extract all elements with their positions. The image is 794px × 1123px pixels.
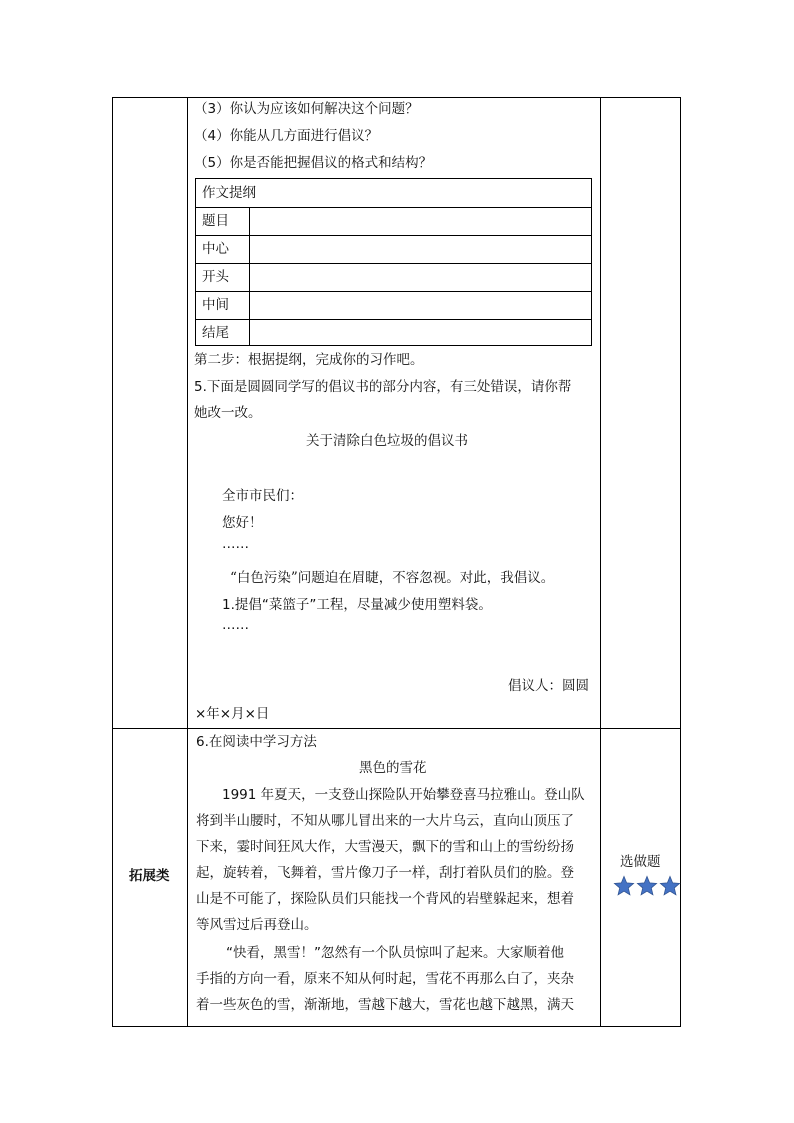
outline-row-middle: 中间 <box>202 297 229 313</box>
outline-table-title: 作文提纲 <box>202 185 256 201</box>
question-3: （3）你认为应该如何解决这个问题？ <box>194 101 419 117</box>
star-icon <box>636 875 658 897</box>
table-col1-divider <box>187 97 188 1027</box>
task5-line2: 她改一改。 <box>194 405 262 421</box>
difficulty-label: 选做题 <box>620 854 661 870</box>
outline-row-opening: 开头 <box>202 269 229 285</box>
step2-text: 第二步：根据提纲，完成你的习作吧。 <box>194 352 424 368</box>
story-line: 等风雪过后再登山。 <box>196 917 318 933</box>
table-bottom-border <box>112 1026 681 1027</box>
letter-title: 关于清除白色垃圾的倡议书 <box>306 433 468 449</box>
story-line: “快看，黑雪！”忽然有一个队员惊叫了起来。大家顺着他 <box>226 945 564 961</box>
letter-date: ×年×月×日 <box>195 706 270 722</box>
story-line: 山是不可能了，探险队员们只能找一个背风的岩壁躲起来，想着 <box>196 891 574 907</box>
star-icon <box>659 875 681 897</box>
table-col2-divider <box>600 97 601 1027</box>
table-row-divider <box>112 728 681 729</box>
question-5: （5）你是否能把握倡议的格式和结构？ <box>194 155 433 171</box>
outline-row-center: 中心 <box>202 241 229 257</box>
story-line: 下来，霎时间狂风大作，大雪漫天，飘下的雪和山上的雪纷纷扬 <box>196 839 574 855</box>
table-left-border <box>112 97 113 1027</box>
story-line: 将到半山腰时，不知从哪儿冒出来的一大片乌云，直向山顶压了 <box>196 813 574 829</box>
difficulty-stars <box>613 875 685 899</box>
outline-row-title: 题目 <box>202 213 229 229</box>
reading-heading: 6.在阅读中学习方法 <box>196 734 317 750</box>
story-line: 手指的方向一看，原来不知从何时起，雪花不再那么白了，夹杂 <box>196 971 574 987</box>
outline-row-ending: 结尾 <box>202 325 229 341</box>
letter-ellipsis-2: …… <box>222 617 249 633</box>
letter-signer: 倡议人：圆圆 <box>508 678 589 694</box>
letter-greeting: 您好！ <box>222 515 263 531</box>
letter-body-2: 1.提倡“菜篮子”工程，尽量减少使用塑料袋。 <box>222 597 492 613</box>
story-title: 黑色的雪花 <box>359 760 427 776</box>
question-4: （4）你能从几方面进行倡议？ <box>194 128 379 144</box>
story-line: 着一些灰色的雪，渐渐地，雪越下越大，雪花也越下越黑，满天 <box>196 997 574 1013</box>
category-label: 拓展类 <box>129 868 170 884</box>
letter-body-1: “白色污染”问题迫在眉睫，不容忽视。对此，我倡议。 <box>230 570 555 586</box>
letter-ellipsis-1: …… <box>222 536 249 552</box>
star-icon <box>613 875 635 897</box>
story-line: 起，旋转着，飞舞着，雪片像刀子一样，刮打着队员们的脸。登 <box>196 865 574 881</box>
letter-salutation: 全市市民们： <box>222 488 303 504</box>
story-line: 1991 年夏天，一支登山探险队开始攀登喜马拉雅山。登山队 <box>222 787 585 803</box>
task5-line1: 5.下面是圆圆同学写的倡议书的部分内容，有三处错误，请你帮 <box>194 379 572 395</box>
outline-table <box>195 178 592 346</box>
